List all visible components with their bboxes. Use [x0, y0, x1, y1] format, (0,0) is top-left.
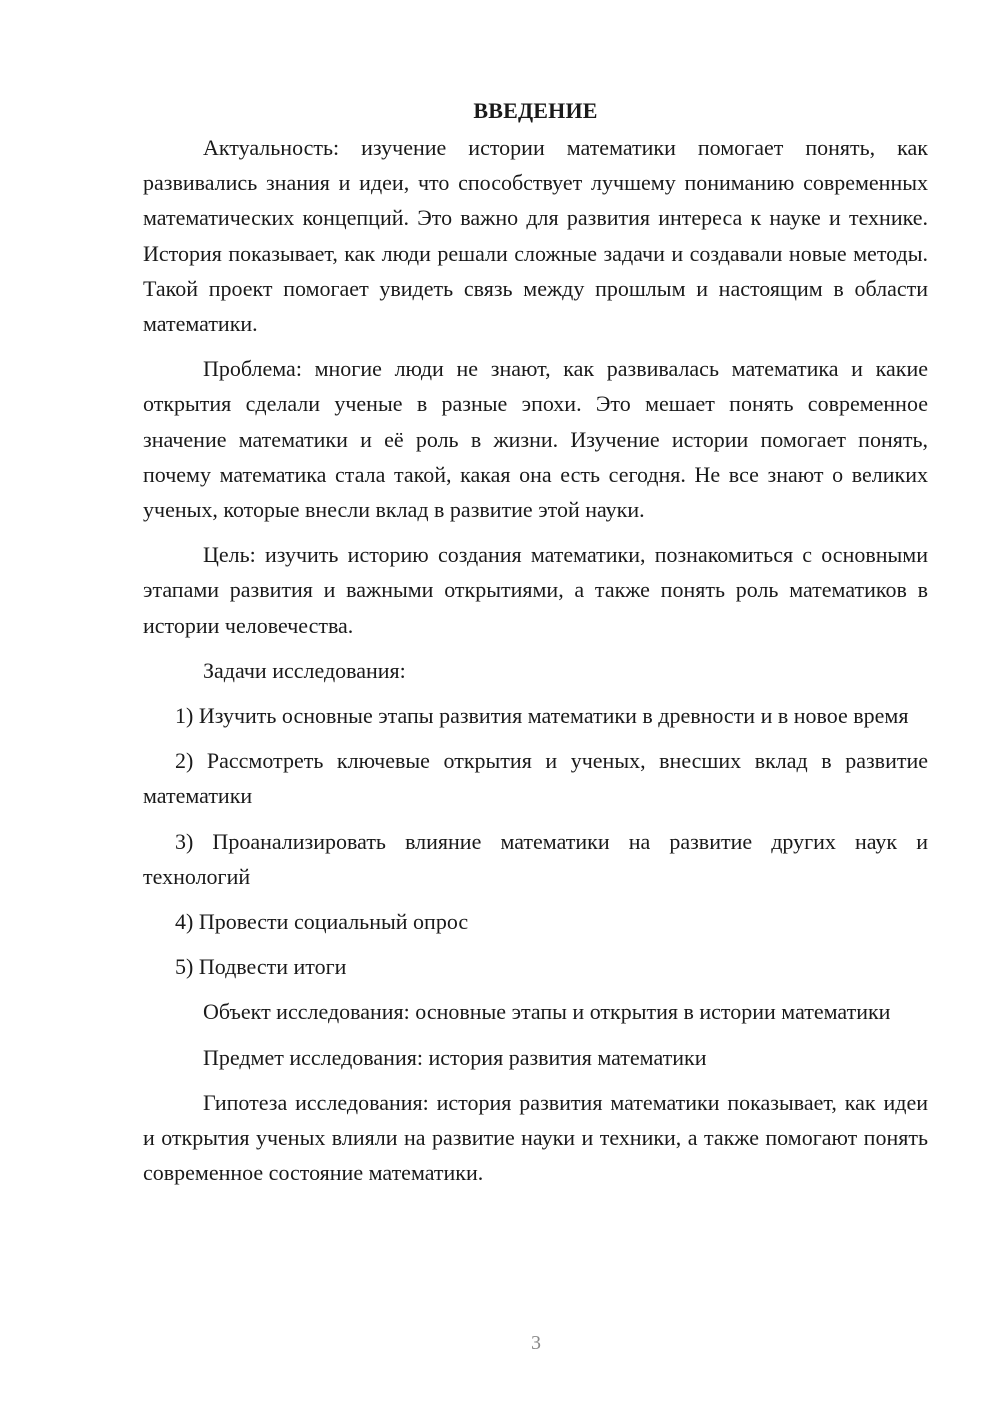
- paragraph-tasks-heading: Задачи исследования:: [203, 657, 406, 683]
- paragraph-relevance: Актуальность: изучение истории математики помогает понять, как развивались знания и идеи, что способствует лучшему пониманию современных математических концепций. Это важно для развития интереса к науке и технике. История показывает, как люди решали сложные задачи и создавали новые методы. Такой проект помогает увидеть связь между прошлым и настоящим в области математики.: [143, 135, 928, 337]
- document-page: [143, 93, 928, 1200]
- page-title: ВВЕДЕНИЕ: [473, 98, 598, 123]
- list-item-task-3: 3) Проанализировать влияние математики на развитие других наук и технологий: [143, 828, 928, 889]
- list-item-task-4: 4) Провести социальный опрос: [175, 909, 469, 935]
- paragraph-subject: Предмет исследования: история развития математики: [203, 1044, 707, 1070]
- paragraph-problem: Проблема: многие люди не знают, как развивалась математика и какие открытия сделали ученые в разные эпохи. Это мешает понять современное значение математики и её роль в жизни. Изучение истории помогает понять, почему математика стала такой, какая она есть сегодня. Не все знают о великих ученых, которые внесли вклад в развитие этой науки.: [143, 356, 928, 523]
- paragraph-goal: Цель: изучить историю создания математики, познакомиться с основными этапами развития и важными открытиями, а также понять роль математиков в истории человечества.: [143, 542, 928, 638]
- list-item-task-2: 2) Рассмотреть ключевые открытия и ученых, внесших вклад в развитие математики: [143, 748, 928, 809]
- paragraph-hypothesis: Гипотеза исследования: история развития математики показывает, как идеи и открытия ученых влияли на развитие науки и техники, а также помогают понять современное состояние математики.: [143, 1089, 928, 1186]
- list-item-task-1: 1) Изучить основные этапы развития математики в древности и в новое время: [175, 703, 909, 729]
- list-item-task-5: 5) Подвести итоги: [175, 954, 347, 980]
- page-number: 3: [531, 1332, 541, 1354]
- paragraph-object: Объект исследования: основные этапы и открытия в истории математики: [203, 999, 891, 1025]
